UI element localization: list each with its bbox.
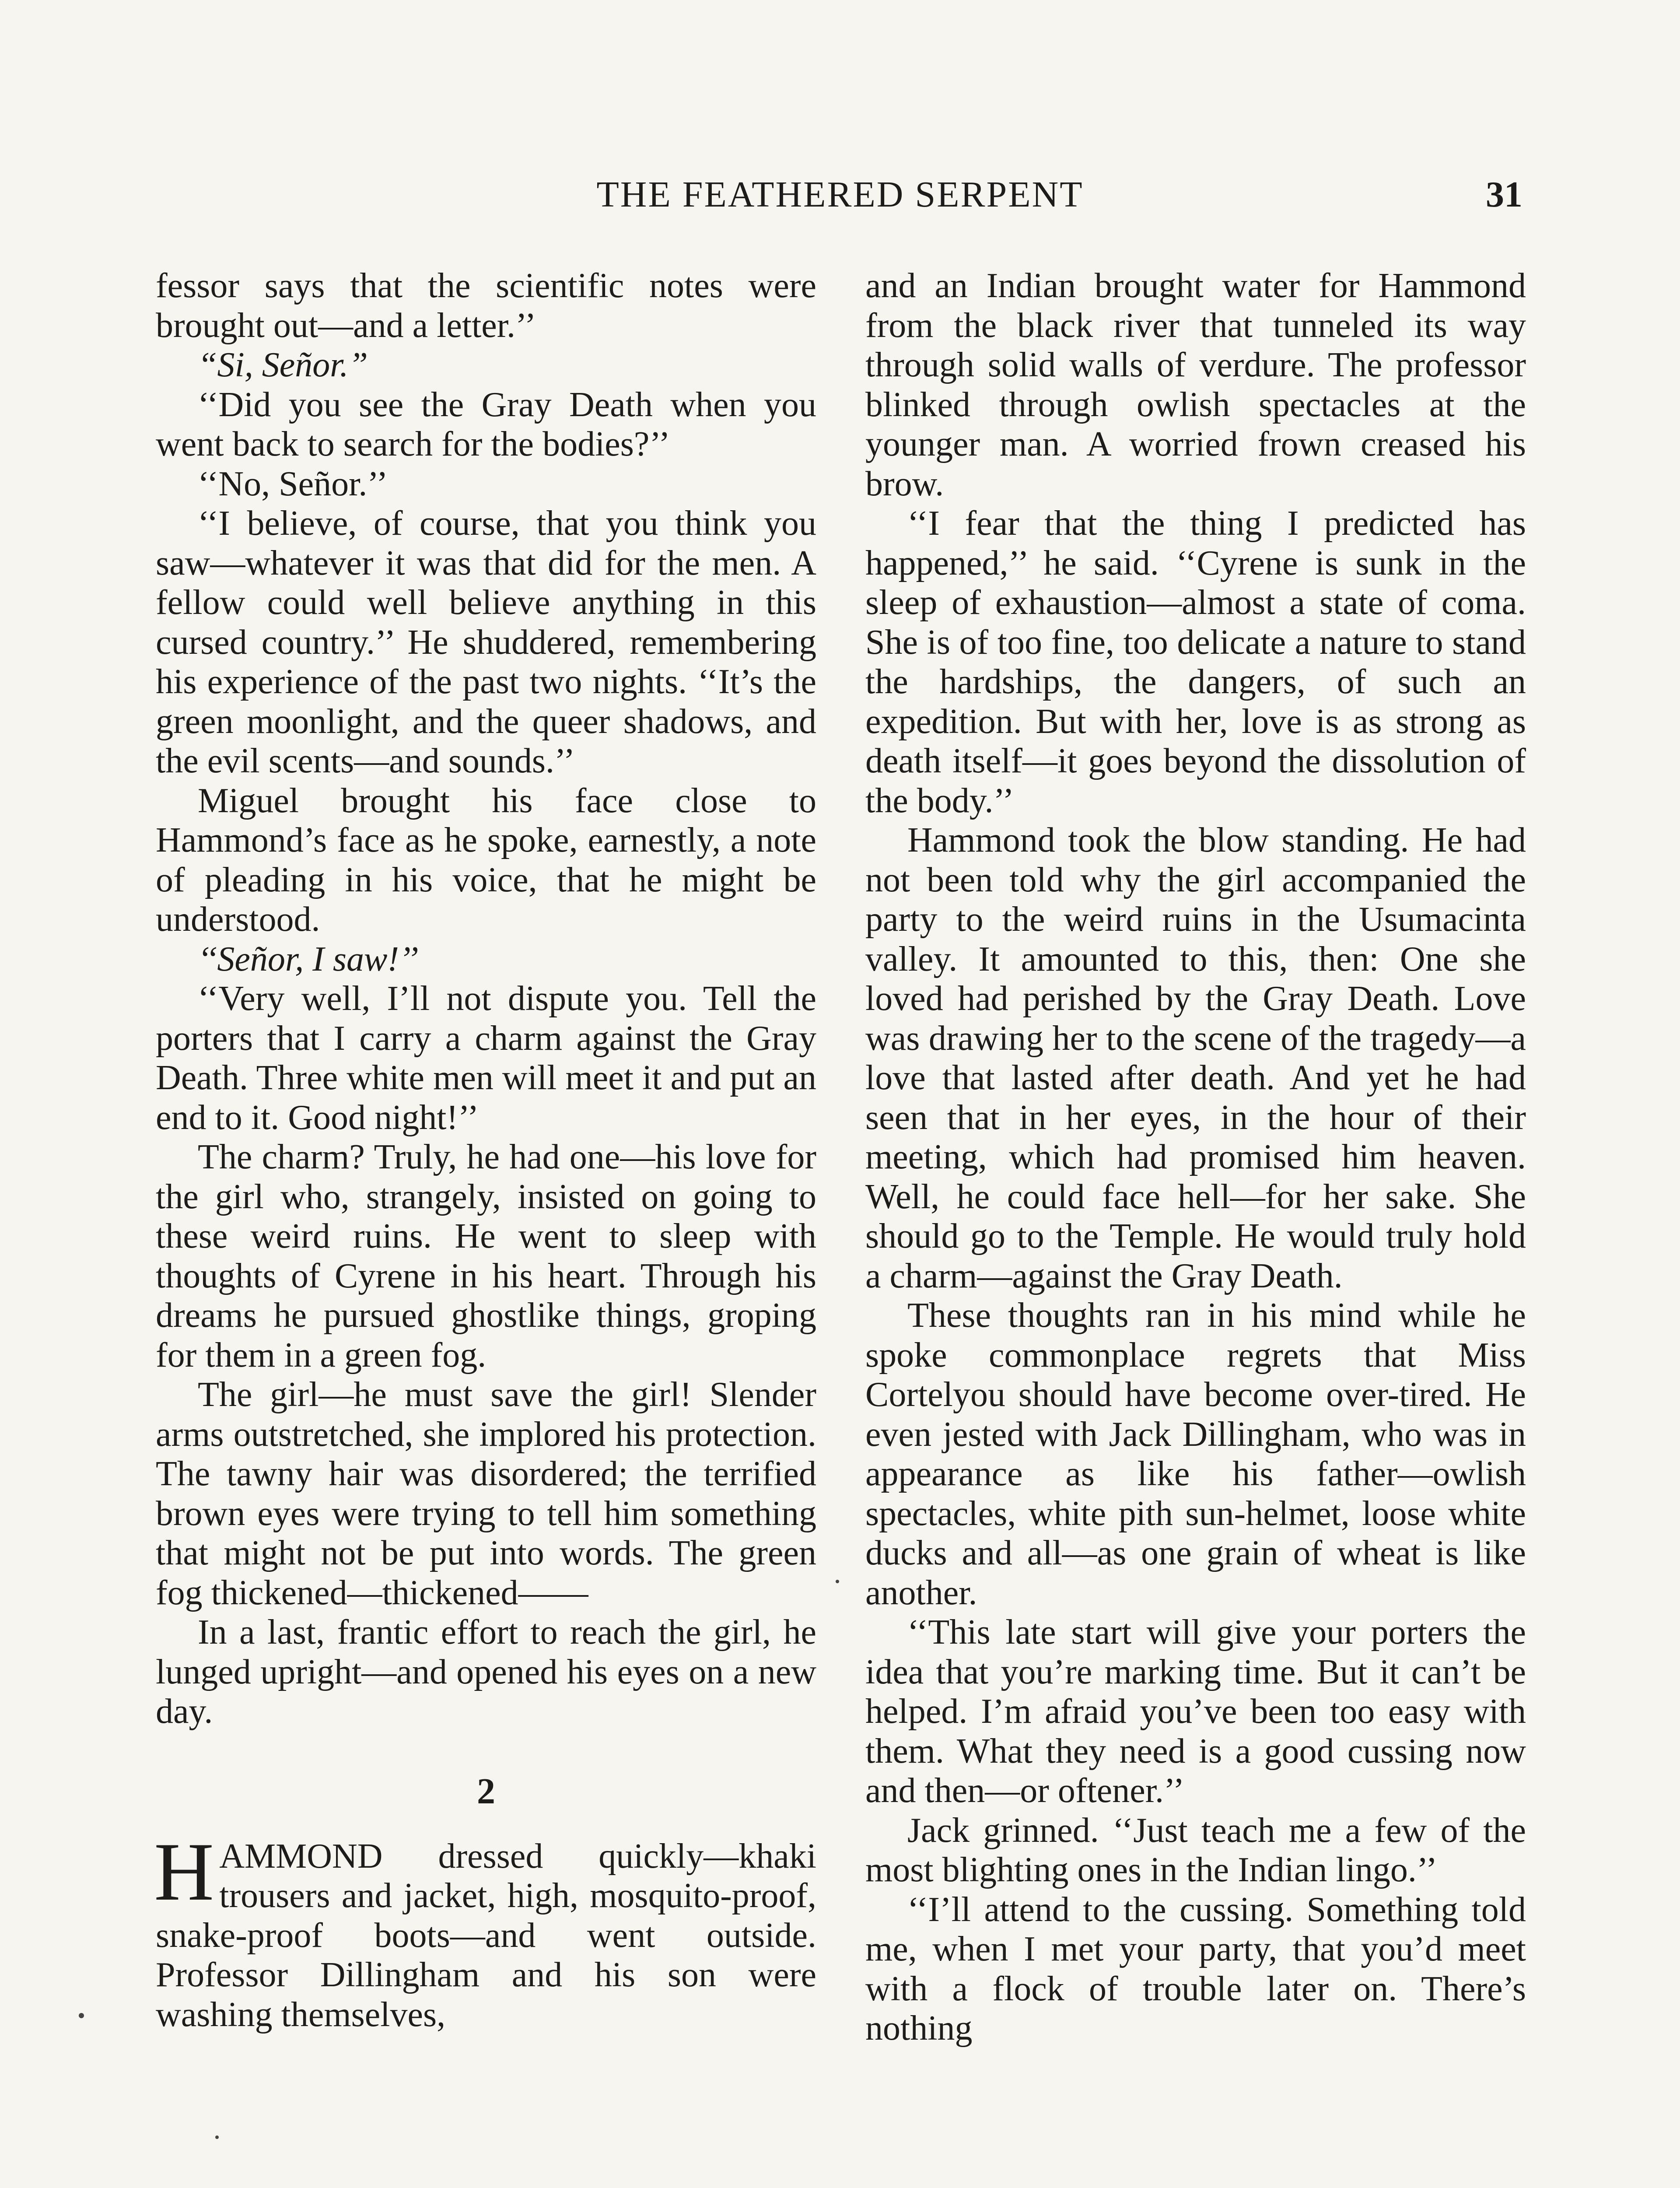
paragraph: The girl—he must save the girl! Slender arms outstretched, she implored his protection. The tawny hair was disordered; the terrified brown eyes were trying to tell him something that might not be put into words. The green fog thickened—thickened—— — [156, 1375, 816, 1612]
paragraph: ‘‘This late start will give your porters the idea that you’re marking time. But it can’t be helped. I’m afraid you’ve been too easy with them. What they need is a good cussing now and then—or oftener.’’ — [865, 1613, 1526, 1810]
paragraph: and an Indian brought water for Hammond from the black river that tunneled its way through solid walls of verdure. The professor blinked through owlish spectacles at the younger man. A worried frown creased his brow. — [865, 266, 1526, 503]
left-column — [156, 266, 816, 2034]
dropcap-word-rest: AMMOND — [219, 1837, 383, 1876]
paragraph: ‘‘Very well, I’ll not dispute you. Tell the porters that I carry a charm against the Gray Death. Three white men will meet it and put an end to it. Good night!’’ — [156, 979, 816, 1137]
ink-speck — [79, 2013, 84, 2018]
dropcap-paragraph-text: dressed quickly—khaki trousers and jacket, high, mosquito-proof, snake-proof boots—and went outside. Professor Dillingham and his son were washing themselves, — [156, 1837, 816, 2034]
paragraph: ‘‘I’ll attend to the cussing. Something told me, when I met your party, that you’d meet with a flock of trouble later on. There’s nothing — [865, 1890, 1526, 2048]
paragraph: ‘‘Did you see the Gray Death when you went back to search for the bodies?’’ — [156, 385, 816, 463]
page-number: 31 — [1486, 174, 1522, 215]
ink-speck — [215, 2135, 219, 2139]
paragraph: ‘‘Señor, I saw!’’ — [198, 940, 419, 978]
paragraph: Miguel brought his face close to Hammond’s face as he spoke, earnestly, a note of pleading in his voice, that he might be understood. — [156, 781, 816, 939]
paragraph: fessor says that the scientific notes were brought out—and a letter.’’ — [156, 266, 816, 345]
dropcap-paragraph — [154, 1826, 816, 2035]
paragraph: Jack grinned. ‘‘Just teach me a few of the most blighting ones in the Indian lingo.’’ — [865, 1811, 1526, 1889]
right-column — [865, 266, 1526, 2048]
ink-speck — [836, 1580, 839, 1583]
paragraph: ‘‘No, Señor.’’ — [198, 464, 388, 503]
section-number: 2 — [477, 1771, 495, 1812]
running-title: THE FEATHERED SERPENT — [596, 174, 1084, 215]
running-head — [158, 171, 1522, 219]
paragraph: The charm? Truly, he had one—his love for the girl who, strangely, insisted on going to these weird ruins. He went to sleep with thoughts of Cyrene in his heart. Through his dreams he pursued ghostlike things, groping for them in a green fog. — [156, 1138, 816, 1375]
paragraph: ‘‘I fear that the thing I predicted has happened,’’ he said. ‘‘Cyrene is sunk in the sleep of exhaustion—almost a state of coma. She is of too fine, too delicate a nature to stand the hardships, the dangers, of such an expedition. But with her, love is as strong as death itself—it goes beyond the dissolution of the body.’’ — [865, 504, 1526, 820]
paragraph: In a last, frantic effort to reach the girl, he lunged upright—and opened his eyes on a new day. — [156, 1613, 816, 1731]
drop-cap: H — [154, 1826, 214, 1918]
paragraph: These thoughts ran in his mind while he spoke commonplace regrets that Miss Cortelyou should have become over-tired. He even jested with Jack Dillingham, who was in appearance as like his father—owlish spectacles, white pith sun-helmet, loose white ducks and all—as one grain of wheat is like another. — [865, 1296, 1526, 1612]
paragraph: Hammond took the blow standing. He had not been told why the girl accompanied the party to the weird ruins in the Usumacinta valley. It amounted to this, then: One she loved had perished by the Gray Death. Love was drawing her to the scene of the tragedy—a love that lasted after death. And yet he had seen that in her eyes, in the hour of their meeting, which had promised him heaven. Well, he could face hell—for her sake. She should go to the Temple. He would truly hold a charm—against the Gray Death. — [865, 821, 1526, 1295]
paragraph: ‘‘I believe, of course, that you think you saw—whatever it was that did for the men. A fellow could well believe anything in this cursed country.’’ He shuddered, remembering his experience of the past two nights. ‘‘It’s the green moonlight, and the queer shadows, and the evil scents—and sounds.’’ — [156, 504, 816, 780]
paragraph: “Si, Señor.” — [198, 346, 368, 384]
